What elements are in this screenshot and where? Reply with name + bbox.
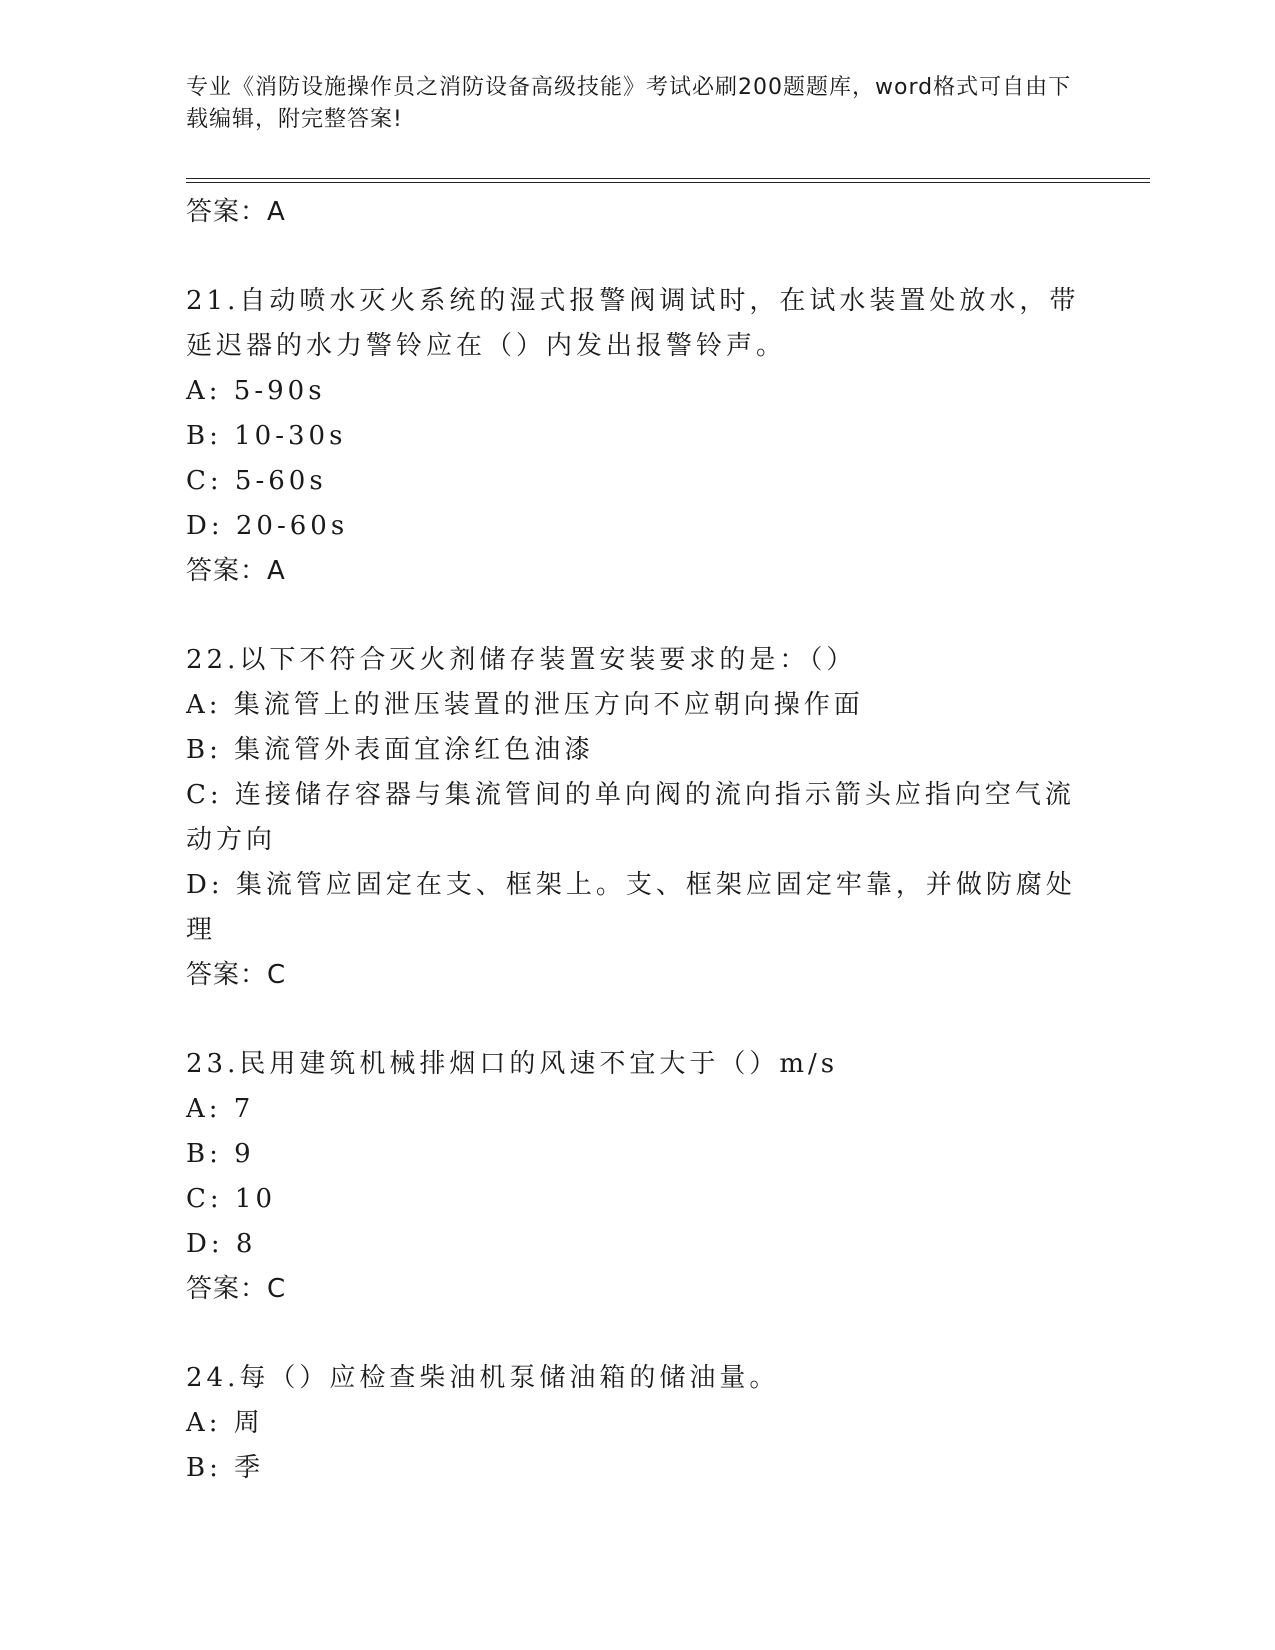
header-title: 专业《消防设施操作员之消防设备高级技能》考试必刷200题题库，word格式可自由下载编辑，附完整答案! (186, 75, 1072, 132)
document-body (186, 190, 1086, 1491)
option-b: B: 集流管外表面宜涂红色油漆 (186, 735, 595, 765)
option-b: B: 9 (186, 1139, 255, 1169)
question-answer: 答案：C (186, 1274, 287, 1304)
question-stem: 22.以下不符合灭火剂储存装置安装要求的是：（） (186, 645, 857, 675)
question-answer: 答案：C (186, 960, 287, 990)
question-22 (186, 638, 1086, 997)
document-header (186, 72, 1086, 136)
option-c: C: 10 (186, 1184, 277, 1214)
option-a: A: 集流管上的泄压装置的泄压方向不应朝向操作面 (186, 690, 864, 720)
previous-answer: 答案：A (186, 197, 286, 227)
question-23 (186, 1042, 1086, 1311)
option-d: D: 集流管应固定在支、框架上。支、框架应固定牢靠，并做防腐处理 (186, 870, 1076, 945)
option-c: C: 5-60s (186, 466, 327, 496)
option-c: C: 连接储存容器与集流管间的单向阀的流向指示箭头应指向空气流动方向 (186, 780, 1075, 855)
header-divider-bottom (186, 182, 1150, 183)
option-b: B: 季 (186, 1453, 265, 1483)
header-divider-top (186, 178, 1150, 179)
question-24 (186, 1356, 1086, 1491)
question-answer: 答案：A (186, 556, 286, 586)
option-a: A: 7 (186, 1094, 255, 1124)
question-stem: 23.民用建筑机械排烟口的风速不宜大于（）m/s (186, 1049, 839, 1079)
question-stem: 24.每（）应检查柴油机泵储油箱的储油量。 (186, 1363, 780, 1393)
option-a: A: 周 (186, 1408, 264, 1438)
question-21 (186, 279, 1086, 593)
option-a: A: 5-90s (186, 376, 326, 406)
question-stem: 21.自动喷水灭火系统的湿式报警阀调试时，在试水装置处放水，带延迟器的水力警铃应在（）内发出报警铃声。 (186, 286, 1080, 361)
option-d: D: 20-60s (186, 511, 349, 541)
option-b: B: 10-30s (186, 421, 347, 451)
option-d: D: 8 (186, 1229, 257, 1259)
